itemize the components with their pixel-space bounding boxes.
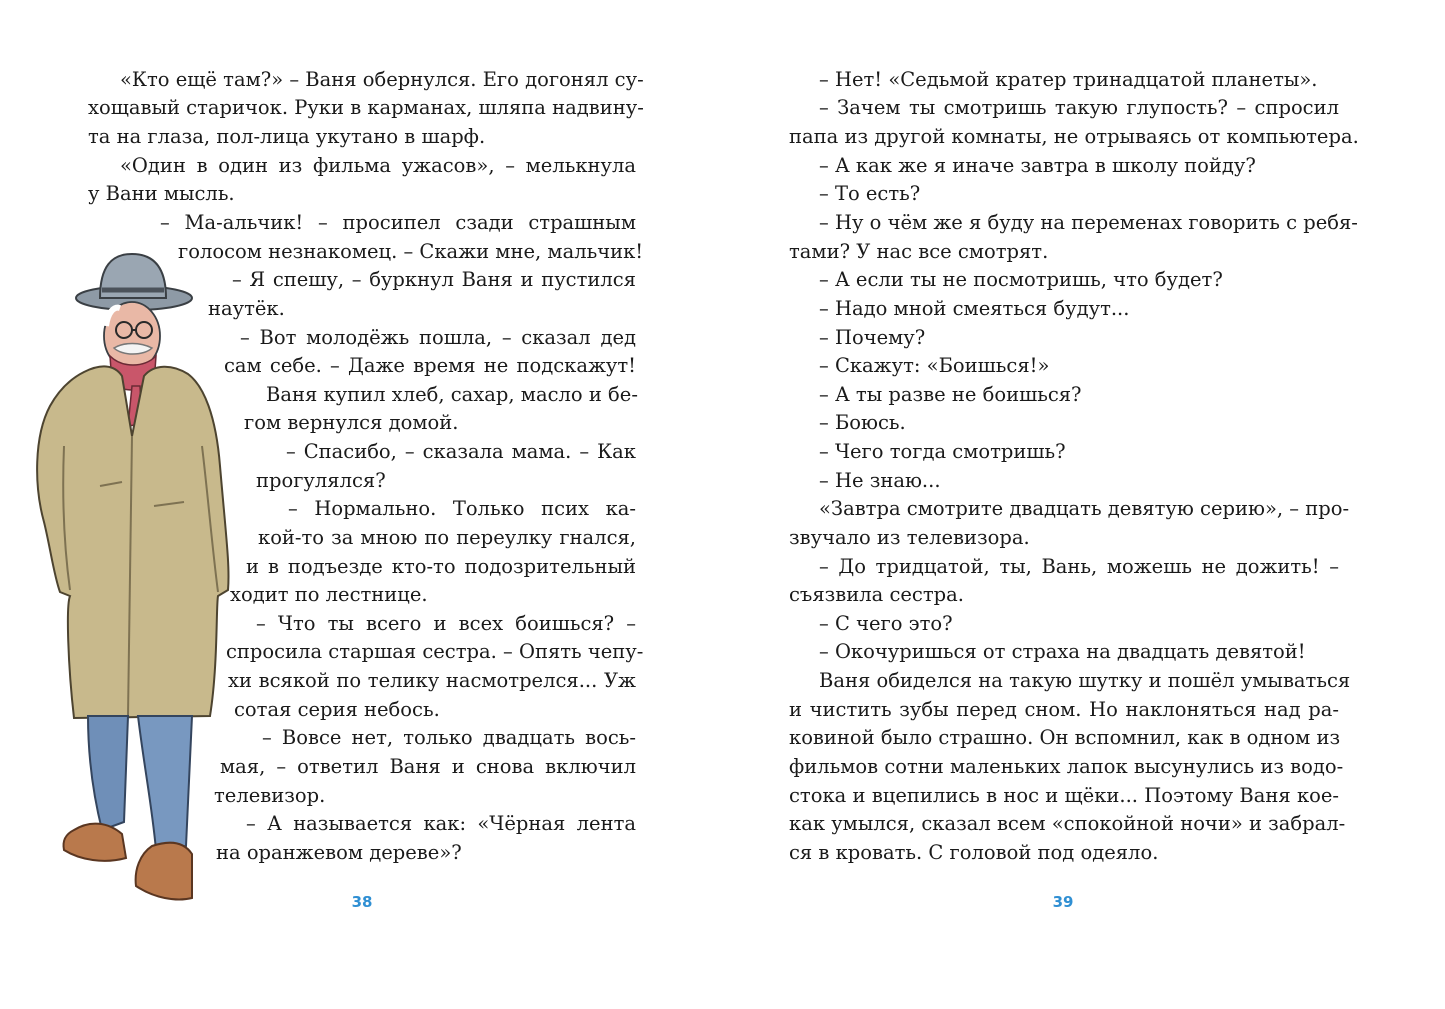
text-line: голосом незнакомец. – Скажи мне, мальчик! bbox=[178, 240, 644, 263]
text-line: сотая серия небось. bbox=[234, 698, 440, 721]
text-line: стока и вцепились в нос и щёки... Поэтому Ваня кое- bbox=[789, 784, 1339, 807]
text-line: «Кто ещё там?» – Ваня обернулся. Его догонял су- bbox=[120, 68, 644, 91]
text-line: – Нет! «Седьмой кратер тринадцатой планеты». bbox=[819, 68, 1318, 91]
old-man-in-coat-illustration bbox=[4, 246, 240, 914]
text-line: хощавый старичок. Руки в карманах, шляпа надвину- bbox=[88, 96, 644, 119]
text-line: – Спасибо, – сказала мама. – Как bbox=[286, 440, 636, 463]
text-line: – С чего это? bbox=[819, 612, 953, 635]
text-line: – Боюсь. bbox=[819, 411, 906, 434]
text-line: – Почему? bbox=[819, 326, 926, 349]
text-line: – Вот молодёжь пошла, – сказал дед bbox=[240, 326, 636, 349]
text-line: наутёк. bbox=[208, 297, 285, 320]
text-line: гом вернулся домой. bbox=[244, 411, 459, 434]
text-line: как умылся, сказал всем «спокойной ночи» и забрал- bbox=[789, 812, 1346, 835]
text-line: ковиной было страшно. Он вспомнил, как в одном из bbox=[789, 726, 1341, 749]
text-line: – Надо мной смеяться будут... bbox=[819, 297, 1130, 320]
text-line: фильмов сотни маленьких лапок высунулись из водо- bbox=[789, 755, 1344, 778]
text-line: у Вани мысль. bbox=[88, 182, 235, 205]
text-line: – Скажут: «Боишься!» bbox=[819, 354, 1050, 377]
text-line: – Я спешу, – буркнул Ваня и пустился bbox=[232, 268, 636, 291]
text-line: – А ты разве не боишься? bbox=[819, 383, 1082, 406]
text-line: – Что ты всего и всех боишься? – bbox=[256, 612, 636, 635]
text-line: съязвила сестра. bbox=[789, 583, 964, 606]
text-line: «Завтра смотрите двадцать девятую серию», – про- bbox=[819, 497, 1350, 520]
text-line: кой-то за мною по переулку гнался, bbox=[258, 526, 636, 549]
left-page bbox=[0, 0, 722, 1009]
text-line: – Ма-альчик! – просипел сзади страшным bbox=[160, 211, 636, 234]
text-line: телевизор. bbox=[214, 784, 326, 807]
text-line: тами? У нас все смотрят. bbox=[789, 240, 1049, 263]
text-line: – Вовсе нет, только двадцать вось- bbox=[262, 726, 636, 749]
text-line: спросила старшая сестра. – Опять чепу- bbox=[226, 640, 644, 663]
text-line: – Зачем ты смотришь такую глупость? – спросил bbox=[819, 96, 1339, 119]
text-line: – Ну о чём же я буду на переменах говорить с ребя- bbox=[819, 211, 1358, 234]
text-line: мая, – ответил Ваня и снова включил bbox=[220, 755, 636, 778]
text-line: – До тридцатой, ты, Вань, можешь не дожить! – bbox=[819, 555, 1339, 578]
text-line: – А как же я иначе завтра в школу пойду? bbox=[819, 154, 1256, 177]
text-line: – Не знаю... bbox=[819, 469, 941, 492]
text-line: Ваня обиделся на такую шутку и пошёл умываться bbox=[819, 669, 1351, 692]
text-line: – А называется как: «Чёрная лента bbox=[246, 812, 636, 835]
text-line: «Один в один из фильма ужасов», – мелькнула bbox=[120, 154, 636, 177]
text-line: – То есть? bbox=[819, 182, 921, 205]
text-line: прогулялся? bbox=[256, 469, 386, 492]
right-page bbox=[723, 0, 1445, 1009]
text-line: Ваня купил хлеб, сахар, масло и бе- bbox=[266, 383, 638, 406]
text-line: звучало из телевизора. bbox=[789, 526, 1030, 549]
text-line: и чистить зубы перед сном. Но наклоняться над ра- bbox=[789, 698, 1339, 721]
text-line: та на глаза, пол-лица укутано в шарф. bbox=[88, 125, 486, 148]
text-line: и в подъезде кто-то подозрительный bbox=[246, 555, 636, 578]
text-line: – А если ты не посмотришь, что будет? bbox=[819, 268, 1223, 291]
page-number: 39 bbox=[1052, 893, 1074, 911]
text-line: хи всякой по телику насмотрелся... Уж bbox=[228, 669, 636, 692]
text-line: – Нормально. Только псих ка- bbox=[288, 497, 636, 520]
text-line: – Окочуришься от страха на двадцать девятой! bbox=[819, 640, 1306, 663]
text-line: на оранжевом дереве»? bbox=[216, 841, 462, 864]
text-line: ходит по лестнице. bbox=[230, 583, 428, 606]
text-line: сам себе. – Даже время не подскажут! bbox=[224, 354, 636, 377]
text-line: ся в кровать. С головой под одеяло. bbox=[789, 841, 1159, 864]
page-number: 38 bbox=[351, 893, 373, 911]
text-line: – Чего тогда смотришь? bbox=[819, 440, 1066, 463]
text-line: папа из другой комнаты, не отрываясь от компьютера. bbox=[789, 125, 1359, 148]
